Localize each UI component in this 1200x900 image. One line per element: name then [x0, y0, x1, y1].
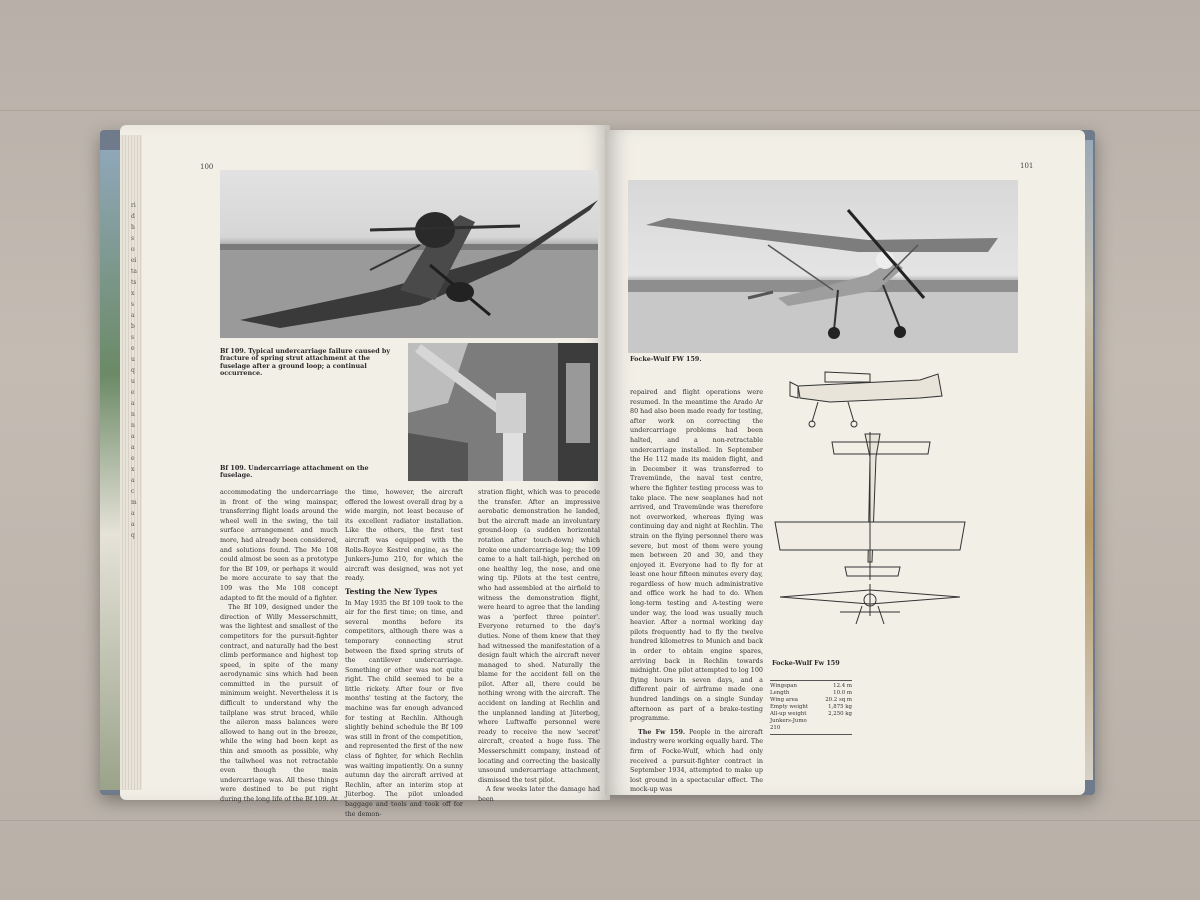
left-col2-top: the time, however, the aircraft offered the lowest overall drag by a wide margin, not least because of its excellent radiator installation. Like the others, the first test aircraft was equipped with the Rolls-Royce Kestrel engine, as the Junkers-Jumo 210, for which the aircraft was designed, was not yet ready.	[345, 488, 463, 583]
fw159-photo	[628, 180, 1018, 353]
bf109-groundloop-photo	[220, 170, 598, 338]
left-col-2	[345, 488, 463, 818]
left-col-3	[478, 488, 600, 803]
spec-row: 210	[770, 725, 781, 731]
side-tab-marks: ridhsoeitatsxsabseuqueannaaexacmaaq	[131, 202, 137, 539]
left-col2-body: In May 1935 the Bf 109 took to the air for the first time; on time, and several months before its competitors, although there was a temporary connecting strut between the fixed spring struts of the cantilever undercarriage. Something or other was not quite right. The child seemed to be a little rickety. After four or five months' testing at the factory, the machine was far enough advanced for testing at Rechlin. Although slightly behind schedule the Bf 109 was still in front of the competition, and represented the first of the new class of fighter, for which Rechlin was waiting impatiently. On a sunny autumn day the aircraft arrived at Rechlin, after an interim stop at Jüterbog. The pilot unloaded baggage and tools and took off for the demon-	[345, 598, 463, 818]
photo1-caption: Bf 109. Typical undercarriage failure caused by fracture of spring strut attachment at the fuselage after a ground loop; a continual occurrence.	[220, 347, 391, 378]
spec-row: Junkers-Jumo	[770, 718, 807, 724]
section-heading: Testing the New Types	[345, 586, 438, 596]
undercarriage-attachment-photo	[408, 343, 598, 481]
right-col-1	[630, 388, 763, 794]
right-page-number: 101	[1020, 162, 1034, 170]
spec-table	[770, 680, 852, 735]
left-col1-para: accommodating the undercarriage in front of the wing mainspar, transferring flight loads around the wheel well in the swing, the tail surface arrangement and much more, had already been considered, and solutions found. The Me 108 could almost be seen as a prototype for the Bf 109, or perhaps it would be more accurate to say that the 109 was the Me 108 concept adapted to fit the mould of a fighter.	[220, 488, 338, 602]
left-col3-para: A few weeks later the damage had been	[478, 785, 600, 803]
fw159-lead: The Fw 159.	[638, 727, 686, 736]
spec-row: All-up weight 2,250 kg	[770, 711, 852, 717]
table-plank	[0, 110, 1200, 111]
right-col1-para: repaired and flight operations were resumed. In the meantime the Arado Ar 80 had also been made ready for testing, after work on correcting the undercarriage problems had been halted, and a non-retractable undercarriage installed. In September the He 112 made its maiden flight, and in December it was transferred to Travemünde, the naval test centre, where the fighter testing process was to take place. The new seaplanes had not arrived, and Travemünde was therefore not overworked, whereas flying was continuing day and night at Rechlin. The strain on the flying personnel there was severe, but most of them were young men between 20 and 30, and they enjoyed it. Everyone had to fly for at least one hour fifteen minutes every day, regardless of how much administrative and office work he had to do. When long-term testing and A-testing were under way, the load was usually much heavier. After a normal working day pilots frequently had to fly the twelve hundred kilometres to Munich and back in order to obtain engine spares, arriving back in Rechlin towards midnight. One pilot attempted to log 100 flying hours in seven days, and a different pair of airframe made one hundred landings on a single Sunday afternoon as part of a brake-testing programme.	[630, 388, 763, 723]
fw159-photo-caption: Focke-Wulf FW 159.	[630, 355, 702, 363]
spec-row: Length 10.0 m	[770, 690, 852, 696]
spec-row: Wing area 20.2 sq m	[770, 697, 852, 703]
left-page-number: 100	[200, 163, 214, 171]
left-col-1	[220, 488, 338, 803]
spec-row: Wingspan 12.4 m	[770, 683, 852, 689]
right-col1-tail: People in the aircraft industry were working equally hard. The firm of Focke-Wulf, which had only received a pursuit-fighter contract in September 1934, attempted to make up lost ground in a spectacular effect. The mock-up was	[630, 727, 763, 794]
left-cover-edge	[100, 150, 120, 790]
left-col3-para: stration flight, which was to precede the transfer. After an impressive aerobatic demonstration he landed, but the aircraft made an involuntary ground-loop (a sudden horizontal rotation after touch-down) which broke one undercarriage leg; the 109 came to a halt tail-high, perched on one healthy leg, the nose, and one wing tip. Pilots at the test centre, who had assembled at the airfield to witness the demonstration flight, were heard to agree that the landing was a 'perfect three pointer'. Everyone returned to the day's duties. None of them knew that they had witnessed the manifestation of a design fault which the aircraft never managed to shed. Naturally the blame for the accident fell on the pilot. After all, there could be nothing wrong with the aircraft. The accident on landing at Rechlin and the unplanned landing at Jüterbog, where Luftwaffe personnel were ready to receive the new 'secret' aircraft, created a huge fuss. The Messerschmitt company, instead of locating and correcting the basically unsound undercarriage attachment, dismissed the test pilot.	[478, 488, 600, 784]
fw159-drawing-caption: Focke-Wulf Fw 159	[772, 659, 840, 667]
photo2-caption: Bf 109. Undercarriage attachment on the fuselage.	[220, 464, 369, 480]
left-col1-para: The Bf 109, designed under the direction of Willy Messerschmitt, was the lightest and smallest of the competitors for the pursuit-fighter contract, and naturally had the best climb performance and highest top speed, in spite of the many aerodynamic sins which had been committed in the pursuit of minimum weight. Nevertheless it is difficult to understand why the tailplane was strut braced, while the aileron mass balances were allowed to hang out in the breeze, while the wing had been kept as thin and smooth as possible, why the tailwheel was not retractable even though the main undercarriage was. All these things were destined to be put right during the long life of the Bf 109. At	[220, 603, 338, 803]
spec-row: Empty weight 1,875 kg	[770, 704, 852, 710]
fw159-three-view-drawing	[770, 362, 970, 652]
table-plank	[0, 820, 1200, 821]
